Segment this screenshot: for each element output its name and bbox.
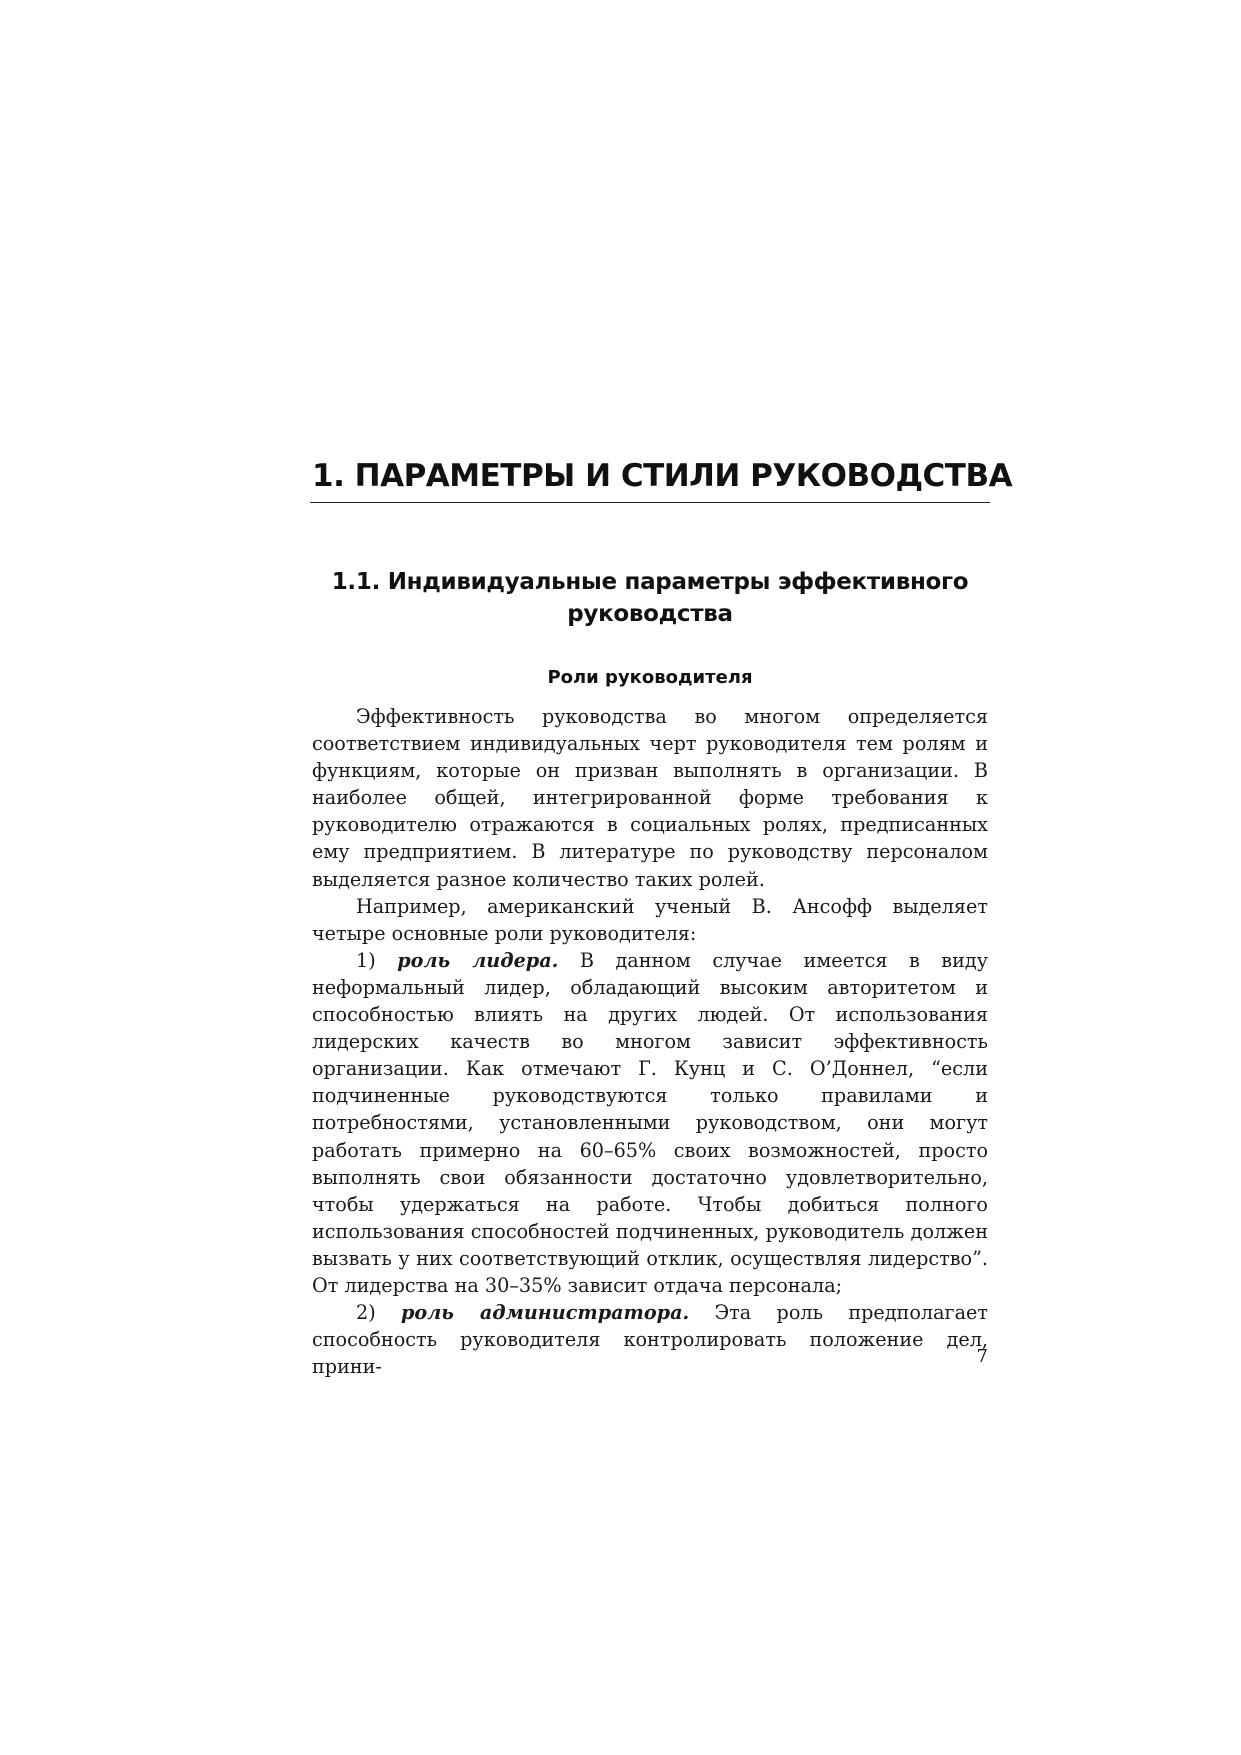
list-item-text: Эта роль предполагает способность руководителя контролировать положение дел, прини-	[312, 1301, 988, 1379]
body-text	[312, 703, 988, 1380]
subsection-title: Роли руководителя	[547, 667, 753, 688]
list-item-term: роль администратора.	[401, 1301, 690, 1325]
chapter-title: 1. ПАРАМЕТРЫ И СТИЛИ РУКОВОДСТВА	[312, 458, 1013, 494]
page-number: 7	[976, 1346, 988, 1367]
list-item-number: 1)	[356, 948, 376, 972]
paragraph-intro: Эффективность руководства во многом определяется соответствием индивидуальных черт руководителя тем ролям и функциям, которые он призван выполнять в организации. В наиболее общей, интегрированной форме требования к руководителю отражаются в социальных ролях, предписанных ему предприятием. В литературе по руководству персоналом выделяется разное количество таких ролей.	[312, 705, 988, 891]
chapter-title-underline	[310, 502, 990, 503]
section-title: 1.1. Индивидуальные параметры эффективного руководства	[331, 569, 969, 627]
list-item-term: роль лидера.	[397, 948, 559, 972]
list-item-text: В данном случае имеется в виду неформальный лидер, обладающий высоким авторитетом и способностью влиять на других людей. От использования лидерских качеств во многом зависит эффективность организации. Как отмечают Г. Кунц и С. О’Доннел, “если подчиненные руководствуются только правилами и потребностями, установленными руководством, они могут работать примерно на 60–65% своих возможностей, просто выполнять свои обязанности достаточно удовлетворительно, чтобы удержаться на работе. Чтобы добиться полного использования способностей подчиненных, руководитель должен вызвать у них соответствующий отклик, осуществляя лидерство”. От лидерства на 30–35% зависит отдача персонала;	[312, 948, 988, 1297]
list-item-number: 2)	[356, 1301, 376, 1325]
paragraph-roles-intro: Например, американский ученый В. Ансофф выделяет четыре основные роли руководителя:	[312, 894, 988, 945]
list-item-administrator	[312, 1299, 988, 1380]
list-item-leader	[312, 947, 988, 1299]
